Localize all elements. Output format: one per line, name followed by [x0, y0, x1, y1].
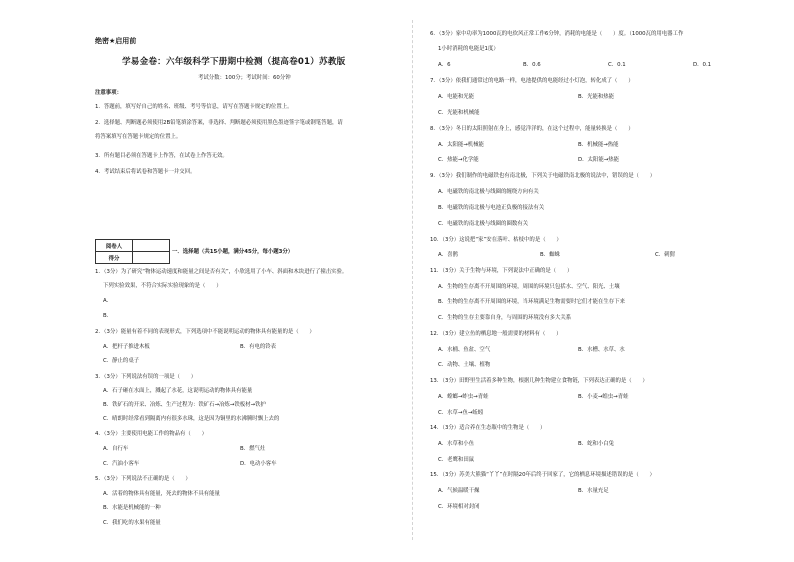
score-blank — [133, 252, 170, 264]
option-b: B．水槽、水草、水 — [578, 347, 625, 353]
note-item: 1．答题前，填写好自己的姓名、班级、考号等信息，请写在答题卡规定的位置上。 — [95, 104, 293, 110]
option-a: A．6 — [438, 62, 451, 68]
option-c: C．汽油小客车 — [103, 461, 140, 467]
column-divider — [412, 20, 413, 540]
option-c: C．0.1 — [608, 62, 626, 68]
option-b: B．蜘蛛 — [540, 252, 560, 258]
option-c: C．静止的桌子 — [103, 358, 140, 364]
option-c: C．水草→鱼→蚯蚓 — [438, 410, 484, 416]
page-title: 学易金卷：六年级科学下册期中检测（提高卷01）苏教版 — [122, 57, 346, 67]
secret-label: 绝密★启用前 — [95, 37, 137, 45]
question-15: 15．（3分）苏美大熊猫“丫丫”在时隔20年后终于回家了，它的栖息环境描述错误的是（ ） — [430, 472, 655, 478]
option-a: A．电能和光能 — [438, 94, 475, 100]
option-b: B．水量充足 — [578, 488, 609, 494]
option-c: C．动物、土壤、植物 — [438, 362, 491, 368]
option-a: A．电磁铁的南北极与线圈的缠绕方向有关 — [438, 189, 539, 195]
question-8: 8．（3分）冬日的太阳照射在身上，感觉洋洋的，在这个过程中，能量转换是（ ） — [430, 126, 634, 132]
question-1-cont: 下列实验效果，不符合实际实验现象的是（ ） — [103, 283, 222, 289]
question-7: 7．（3分）依我们通常过的电路一样，电池提供的电能经过小灯泡，转化成了（ ） — [430, 78, 634, 84]
question-12: 12．（3分）建立鱼的栖息地一般需要的材料有（ ） — [430, 331, 562, 337]
question-5: 5．（3分）下列说法不正确的是（ ） — [95, 476, 191, 482]
option-b: B．蛇和小白兔 — [578, 441, 615, 447]
option-a: A．水草和小鱼 — [438, 441, 475, 447]
option-d: D．太阳能→热能 — [578, 157, 620, 163]
option-b: B．水能是机械能的一种 — [103, 505, 161, 511]
option-c: C．老鹰和田鼠 — [438, 457, 475, 463]
option-b: B．生物的生存离不开周围的环境，当环境满足生物需要时它们才能在生存下来 — [438, 299, 625, 305]
option-c: C．刺猬 — [655, 252, 675, 258]
question-3: 3．（3分）下列说法有误的一项是（ ） — [95, 374, 197, 380]
option-b: B．光能和热能 — [578, 94, 615, 100]
option-a: A．活着的物体具有能量，死去的物体不具有能量 — [103, 491, 220, 497]
option-b: B．有电的铃表 — [240, 344, 277, 350]
question-11: 11．（3分）关于生物与环境，下列说法中正确的是（ ） — [430, 268, 573, 274]
option-a: A． — [103, 298, 113, 304]
option-a: A．螳螂→蚱虫→青蛙 — [438, 394, 489, 400]
option-b: B．机械能→热能 — [578, 142, 619, 148]
option-c: C．生物的生存主要靠自身，与周围的环境没有多大关系 — [438, 315, 572, 321]
option-c: C．光能和机械能 — [438, 110, 480, 116]
option-a: A．气候温暖干燥 — [438, 488, 480, 494]
option-b: B． — [103, 313, 113, 319]
question-1: 1．（3分）为了研究“物体运动速度和能量之间是否有关”，小欣选用了小车、斜面和木块进行了撞击实验。 — [95, 269, 348, 275]
option-a: A．自行车 — [103, 446, 129, 452]
note-item: 将答案填写在答题卡规定的位置上。 — [95, 134, 182, 140]
option-c: C．环境相对封闭 — [438, 504, 480, 510]
option-b: B．铁矿石的开采、冶炼、生产过程为：铁矿石→冶炼→铁板材→铁护 — [103, 402, 266, 408]
option-b: B．电磁铁的南北极与电池正负极的接法有关 — [438, 205, 545, 211]
exam-info: 考试分数：100分；考试时间：60分钟 — [198, 75, 291, 81]
section-title: 一．选择题（共15小题，满分45分，每小题3分） — [172, 249, 294, 255]
option-c: C．热能→化学能 — [438, 157, 479, 163]
option-d: D．电动小客车 — [240, 461, 277, 467]
score-label: 得分 — [96, 252, 133, 264]
option-c: C．晴朗时经常看到隔离内有很多水珠，这是因为铜里的水沸腾时飘上去的 — [103, 416, 280, 422]
option-c: C．我们吃的水果有能量 — [103, 520, 161, 526]
option-a: A．生物的生存离不开周围的环境，周围的环境只包括水、空气、阳光、土壤 — [438, 284, 620, 290]
question-2: 2．（3分）能量有着不同的表现形式，下列选项中不能说明运动的物体具有能量的是（ ） — [95, 329, 315, 335]
option-b: B．小麦→蝗虫→青蛙 — [578, 394, 629, 400]
option-a: A．喜鹊 — [438, 252, 458, 258]
note-item: 2．选择题、判断题必须使用2B铅笔填涂答案，非选择、判断题必须使用黑色墨迹签字笔或钢笔答题，请 — [95, 120, 343, 126]
reviewer-label: 阅卷人 — [96, 240, 133, 252]
question-13: 13．（3分）田野里生活着多种生物，根据几种生物建立食物链，下列表达正确的是（ ） — [430, 378, 648, 384]
option-a: A．石子砸在水面上，溅起了水花，这说明运动的物体具有能量 — [103, 388, 253, 394]
question-4: 4．（3分）主要使用电能工作的物品有（ ） — [95, 431, 207, 437]
note-item: 4．考试结束后将试卷和答题卡一并交回。 — [95, 169, 196, 175]
question-6: 6．（3分）家中功率为1000瓦的电炊风正常工作6分钟，消耗的电能是（ ）度。（1000瓦的用电器工作 — [430, 31, 684, 37]
option-b: B．0.6 — [523, 62, 541, 68]
grader-table — [95, 239, 170, 264]
question-9: 9．（3分）我们制作的电磁铁也有南北极，下列关于电磁铁南北极的说法中，错误的是（ ） — [430, 173, 656, 179]
option-a: A．把杆子推进木板 — [103, 344, 150, 350]
option-a: A．水桶、鱼盆、空气 — [438, 347, 491, 353]
notes-heading: 注意事项： — [95, 90, 122, 96]
question-10: 10．（3分）这说把“家”安在落叶、枯枝中的是（ ） — [430, 237, 562, 243]
note-item: 3．所有题目必须在答题卡上作答，在试卷上作答无效。 — [95, 153, 228, 159]
option-c: C．电磁铁的南北极与线圈的圈数有关 — [438, 221, 529, 227]
reviewer-blank — [133, 240, 170, 252]
question-14: 14．（3分）适合养在生态瓶中的生物是（ ） — [430, 425, 546, 431]
option-b: B．燃气灶 — [240, 446, 266, 452]
option-a: A．太阳能→机械能 — [438, 142, 484, 148]
question-6-cont: 1小时消耗的电能是1度） — [438, 46, 499, 52]
option-d: D．0.1 — [693, 62, 712, 68]
